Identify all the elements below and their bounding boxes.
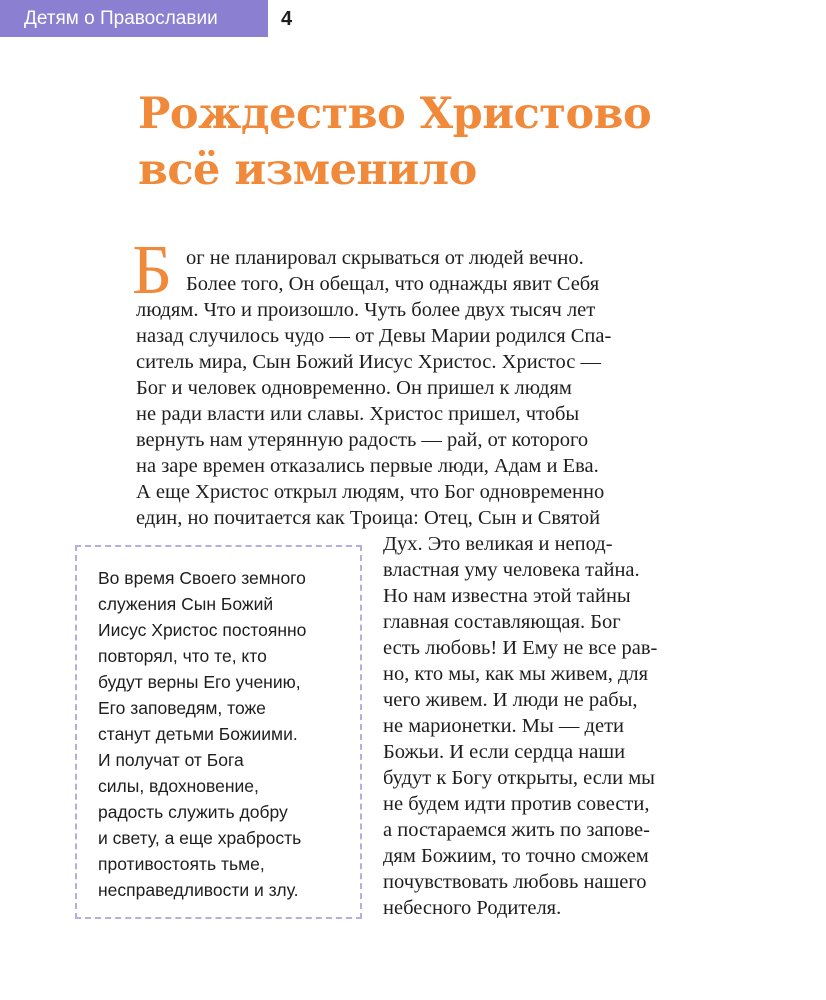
sidebar-line: будут верны Его учению, (98, 672, 301, 692)
body-line: почувствовать любовь нашего (383, 871, 647, 893)
article-title-line: всё изменило (138, 145, 477, 195)
sidebar-line: служения Сын Божий (98, 594, 274, 614)
sidebar-line: силы, вдохновение, (98, 776, 259, 796)
body-line: А еще Христос открыл людям, что Бог одновременно (136, 481, 605, 503)
sidebar-line: Во время Своего земного (98, 568, 306, 588)
body-line: ог не планировал скрываться от людей вечно. (186, 247, 584, 269)
body-line: а постараемся жить по запове- (383, 819, 650, 841)
body-line: един, но почитается как Троица: Отец, Сын и Святой (136, 507, 601, 529)
body-line: Божьи. И если сердца наши (383, 741, 626, 763)
body-line: будут к Богу открыты, если мы (383, 767, 655, 789)
sidebar-line: Иисус Христос постоянно (98, 620, 307, 640)
body-line: дям Божиим, то точно сможем (383, 845, 649, 867)
sidebar-line: повторял, что те, кто (98, 646, 267, 666)
sidebar-line: и свету, а еще храбрость (98, 828, 302, 848)
body-line: Более того, Он обещал, что однажды явит Себя (186, 273, 600, 295)
sidebar-line: радость служить добру (98, 802, 288, 822)
body-line: не ради власти или славы. Христос пришел, чтобы (136, 403, 580, 425)
body-line: главная составляющая. Бог (383, 611, 621, 633)
sidebar-line: Его заповедям, тоже (98, 698, 266, 718)
body-line: есть любовь! И Ему не все рав- (383, 637, 658, 659)
sidebar-line: И получат от Бога (98, 750, 244, 770)
body-line: назад случилось чудо — от Девы Марии родился Спа- (136, 325, 612, 347)
body-line: властная уму человека тайна. (383, 559, 640, 581)
sidebar-line: противостоять тьме, (98, 854, 265, 874)
body-line: ситель мира, Сын Божий Иисус Христос. Христос — (136, 351, 601, 373)
article-title-line: Рождество Христово (138, 89, 652, 139)
section-title-tab: Детям о Православии (0, 0, 268, 37)
body-line: на заре времен отказались первые люди, Адам и Ева. (136, 455, 599, 477)
page-number: 4 (281, 8, 293, 30)
body-line: вернуть нам утерянную радость — рай, от которого (136, 429, 589, 451)
body-line: Но нам известна этой тайны (383, 585, 631, 607)
body-line: но, кто мы, как мы живем, для (383, 663, 649, 685)
body-line: небесного Родителя. (383, 897, 562, 919)
body-line: не марионетки. Мы — дети (383, 715, 625, 737)
sidebar-line: несправедливости и злу. (98, 880, 299, 900)
article-title (138, 86, 651, 198)
body-line: Дух. Это великая и непод- (383, 533, 613, 555)
body-line: не будем идти против совести, (383, 793, 650, 815)
sidebar-box (75, 545, 362, 919)
body-line: людям. Что и произошло. Чуть более двух тысяч лет (136, 299, 596, 321)
drop-cap: Б (132, 232, 173, 309)
body-line: Бог и человек одновременно. Он пришел к людям (136, 377, 572, 399)
body-line: чего живем. И люди не рабы, (383, 689, 638, 711)
sidebar-line: станут детьми Божиими. (98, 724, 298, 744)
